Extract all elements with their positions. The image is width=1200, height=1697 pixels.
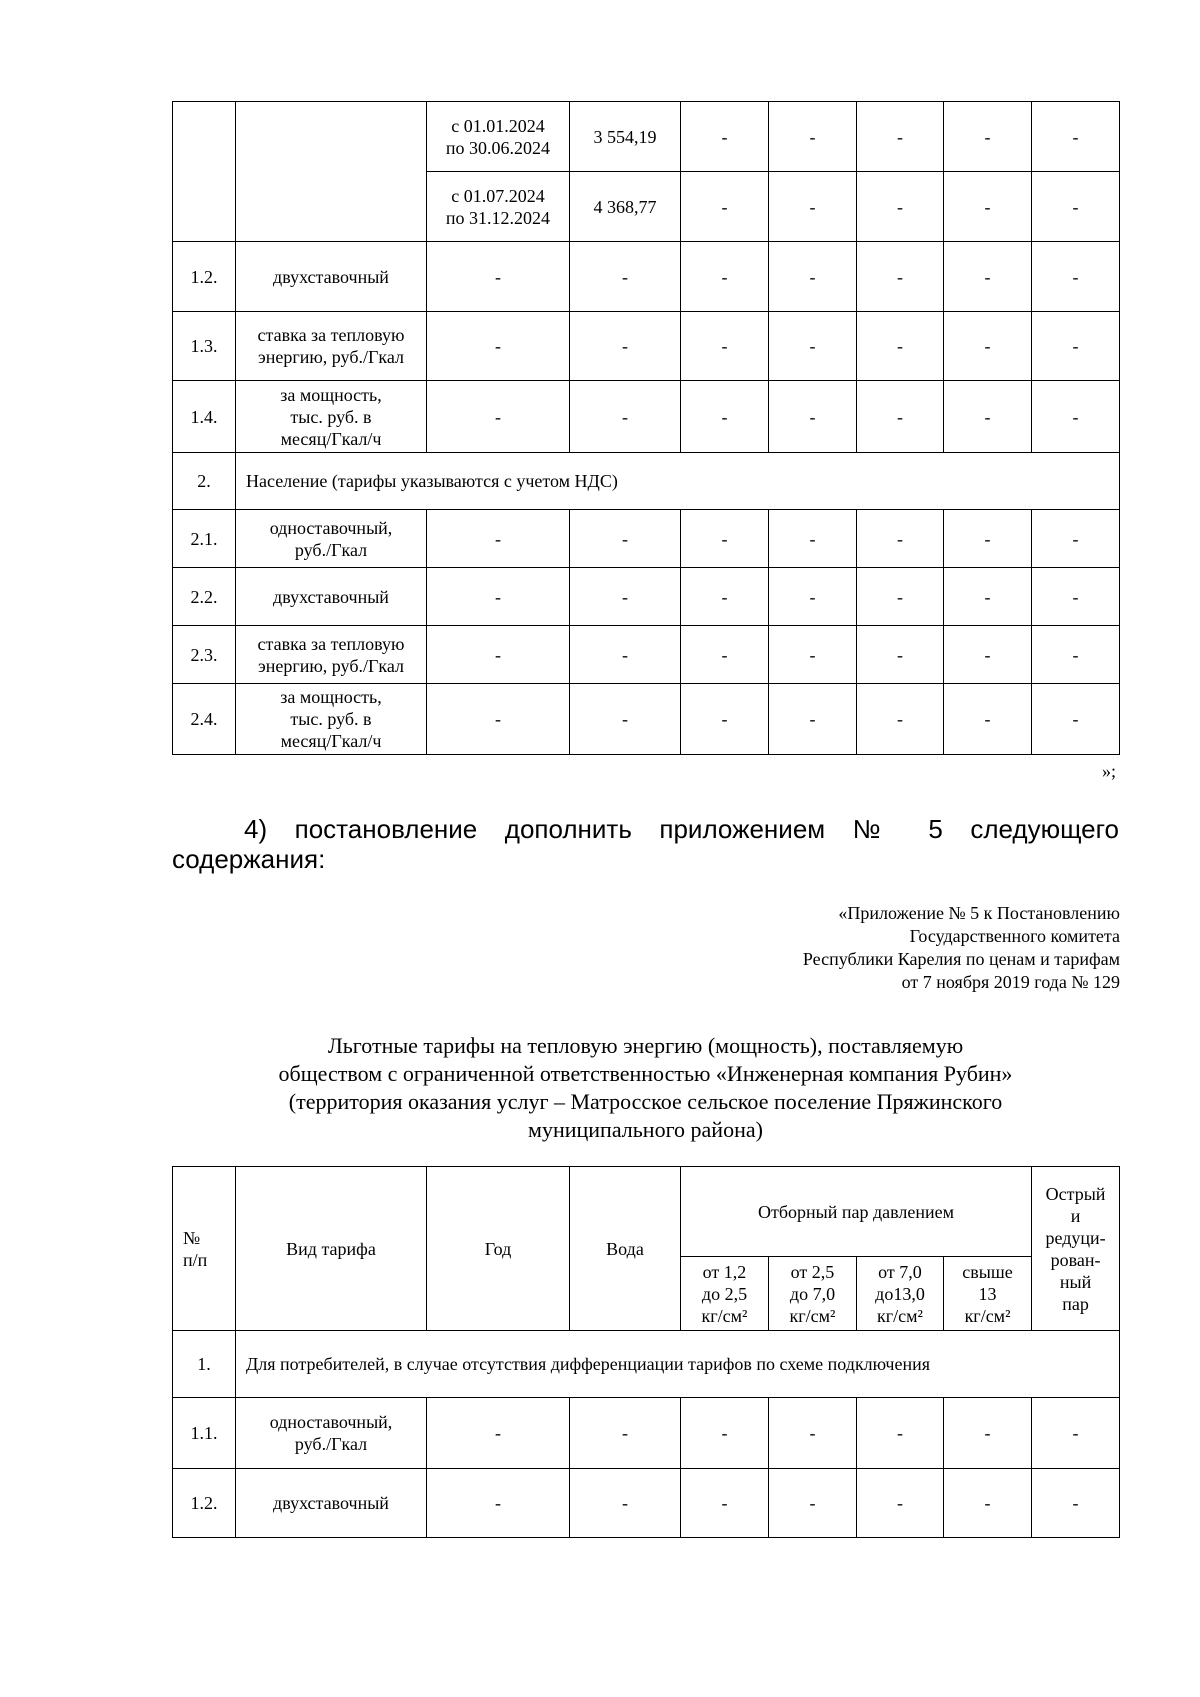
steam-cell: - xyxy=(857,242,944,312)
sharp-steam-cell: - xyxy=(1032,172,1120,242)
section-row xyxy=(173,453,1120,510)
water-cell: 4 368,77 xyxy=(570,172,681,242)
appendix-line: от 7 ноября 2019 года № 129 xyxy=(901,972,1120,992)
tariff-type: за мощность, тыс. руб. в месяц/Гкал/ч xyxy=(236,684,427,755)
year-cell: - xyxy=(427,242,570,312)
table-row xyxy=(173,510,1120,568)
steam-cell: - xyxy=(681,381,769,453)
col-header-year: Год xyxy=(427,1167,570,1331)
steam-cell: - xyxy=(944,102,1032,172)
steam-cell: - xyxy=(681,626,769,684)
sharp-steam-cell: - xyxy=(1032,102,1120,172)
year-cell: - xyxy=(427,381,570,453)
steam-cell: - xyxy=(944,568,1032,626)
steam-cell: - xyxy=(944,381,1032,453)
steam-cell: - xyxy=(769,381,857,453)
sharp-steam-cell: - xyxy=(1032,568,1120,626)
col-header-tariff-type: Вид тарифа xyxy=(236,1167,427,1331)
tariff-type: двухставочный xyxy=(236,568,427,626)
table-row xyxy=(173,1398,1120,1469)
steam-cell: - xyxy=(769,626,857,684)
table-row xyxy=(173,684,1120,755)
tariff-type xyxy=(236,102,427,242)
steam-cell: - xyxy=(769,568,857,626)
row-number xyxy=(173,102,236,242)
col-header-pressure-3: от 7,0 до13,0 кг/см² xyxy=(857,1257,944,1331)
steam-cell: - xyxy=(769,242,857,312)
heading-line: обществом с ограниченной ответственностью «Инженерная компания Рубин» xyxy=(278,1061,1013,1086)
row-number: 1.2. xyxy=(173,242,236,312)
water-cell: - xyxy=(570,242,681,312)
steam-cell: - xyxy=(681,1469,769,1538)
section-title: Для потребителей, в случае отсутствия дифференциации тарифов по схеме подключения xyxy=(236,1331,1120,1398)
steam-cell: - xyxy=(769,312,857,381)
steam-cell: - xyxy=(944,242,1032,312)
steam-cell: - xyxy=(769,1398,857,1469)
steam-cell: - xyxy=(769,510,857,568)
col-header-number: № п/п xyxy=(173,1167,236,1331)
steam-cell: - xyxy=(857,510,944,568)
steam-cell: - xyxy=(769,1469,857,1538)
row-number: 2.2. xyxy=(173,568,236,626)
steam-cell: - xyxy=(944,510,1032,568)
col-header-pressure-1: от 1,2 до 2,5 кг/см² xyxy=(681,1257,769,1331)
closing-quote-mark: »; xyxy=(1101,761,1116,781)
year-cell: - xyxy=(427,568,570,626)
year-cell: с 01.01.2024 по 30.06.2024 xyxy=(427,102,570,172)
steam-cell: - xyxy=(681,1398,769,1469)
heading-line: Льготные тарифы на тепловую энергию (мощность), поставляемую xyxy=(327,1033,964,1058)
tariff-type: за мощность, тыс. руб. в месяц/Гкал/ч xyxy=(236,381,427,453)
tariff-type: ставка за тепловую энергию, руб./Гкал xyxy=(236,626,427,684)
col-header-pressure-2: от 2,5 до 7,0 кг/см² xyxy=(769,1257,857,1331)
heading-line: (территория оказания услуг – Матросское сельское поселение Пряжинского xyxy=(288,1089,1003,1114)
steam-cell: - xyxy=(857,1469,944,1538)
row-number: 1.4. xyxy=(173,381,236,453)
table-row xyxy=(173,102,1120,172)
row-number: 2.3. xyxy=(173,626,236,684)
heading-line: муниципального района) xyxy=(528,1117,763,1142)
steam-cell: - xyxy=(857,172,944,242)
steam-cell: - xyxy=(857,381,944,453)
steam-cell: - xyxy=(769,102,857,172)
steam-cell: - xyxy=(857,568,944,626)
water-cell: - xyxy=(570,510,681,568)
row-number: 2.4. xyxy=(173,684,236,755)
sharp-steam-cell: - xyxy=(1032,1469,1120,1538)
water-cell: - xyxy=(570,381,681,453)
sharp-steam-cell: - xyxy=(1032,242,1120,312)
section-row xyxy=(173,1331,1120,1398)
tariff-type: одноставочный, руб./Гкал xyxy=(236,510,427,568)
water-cell: - xyxy=(570,626,681,684)
document-heading xyxy=(172,1032,1119,1144)
col-header-steam-group: Отборный пар давлением xyxy=(681,1167,1032,1257)
table-row xyxy=(173,568,1120,626)
steam-cell: - xyxy=(857,684,944,755)
water-cell: - xyxy=(570,1398,681,1469)
steam-cell: - xyxy=(944,312,1032,381)
row-number: 1.3. xyxy=(173,312,236,381)
sharp-steam-cell: - xyxy=(1032,626,1120,684)
tariff-table-continued xyxy=(172,101,1120,755)
steam-cell: - xyxy=(681,172,769,242)
appendix-line: Государственного комитета xyxy=(909,926,1120,946)
col-header-pressure-4: свыше 13 кг/см² xyxy=(944,1257,1032,1331)
col-header-water: Вода xyxy=(570,1167,681,1331)
steam-cell: - xyxy=(857,1398,944,1469)
year-cell: - xyxy=(427,312,570,381)
year-cell: - xyxy=(427,510,570,568)
water-cell: - xyxy=(570,312,681,381)
row-number: 2.1. xyxy=(173,510,236,568)
sharp-steam-cell: - xyxy=(1032,684,1120,755)
steam-cell: - xyxy=(681,510,769,568)
water-cell: - xyxy=(570,1469,681,1538)
steam-cell: - xyxy=(681,568,769,626)
table-row xyxy=(173,1469,1120,1538)
steam-cell: - xyxy=(857,102,944,172)
steam-cell: - xyxy=(944,626,1032,684)
water-cell: 3 554,19 xyxy=(570,102,681,172)
year-cell: - xyxy=(427,1398,570,1469)
steam-cell: - xyxy=(857,626,944,684)
table-row xyxy=(173,381,1120,453)
row-number: 1.1. xyxy=(173,1398,236,1469)
amendment-paragraph: 4) постановление дополнить приложением № 5 следующего содержания: xyxy=(172,814,1119,874)
steam-cell: - xyxy=(944,1469,1032,1538)
year-cell: - xyxy=(427,626,570,684)
appendix-line: «Приложение № 5 к Постановлению xyxy=(838,903,1120,923)
steam-cell: - xyxy=(681,684,769,755)
steam-cell: - xyxy=(857,312,944,381)
water-cell: - xyxy=(570,684,681,755)
steam-cell: - xyxy=(769,172,857,242)
sharp-steam-cell: - xyxy=(1032,1398,1120,1469)
water-cell: - xyxy=(570,568,681,626)
table-row xyxy=(173,242,1120,312)
header-row xyxy=(173,1167,1120,1257)
steam-cell: - xyxy=(944,684,1032,755)
tariff-type: одноставочный, руб./Гкал xyxy=(236,1398,427,1469)
sharp-steam-cell: - xyxy=(1032,510,1120,568)
tariff-type: ставка за тепловую энергию, руб./Гкал xyxy=(236,312,427,381)
steam-cell: - xyxy=(681,102,769,172)
steam-cell: - xyxy=(681,242,769,312)
col-header-sharp-steam: Острый и редуци- рован- ный пар xyxy=(1032,1167,1120,1331)
row-number: 1. xyxy=(173,1331,236,1398)
tariff-type: двухставочный xyxy=(236,1469,427,1538)
steam-cell: - xyxy=(944,172,1032,242)
sharp-steam-cell: - xyxy=(1032,312,1120,381)
tariff-table xyxy=(172,1166,1120,1538)
steam-cell: - xyxy=(944,1398,1032,1469)
steam-cell: - xyxy=(769,684,857,755)
section-title: Население (тарифы указываются с учетом НДС) xyxy=(236,453,1120,510)
appendix-header xyxy=(620,902,1120,994)
table-row xyxy=(173,312,1120,381)
year-cell: - xyxy=(427,684,570,755)
row-number: 1.2. xyxy=(173,1469,236,1538)
sharp-steam-cell: - xyxy=(1032,381,1120,453)
table-row xyxy=(173,626,1120,684)
row-number: 2. xyxy=(173,453,236,510)
tariff-type: двухставочный xyxy=(236,242,427,312)
year-cell: - xyxy=(427,1469,570,1538)
appendix-line: Республики Карелия по ценам и тарифам xyxy=(802,949,1120,969)
steam-cell: - xyxy=(681,312,769,381)
year-cell: с 01.07.2024 по 31.12.2024 xyxy=(427,172,570,242)
